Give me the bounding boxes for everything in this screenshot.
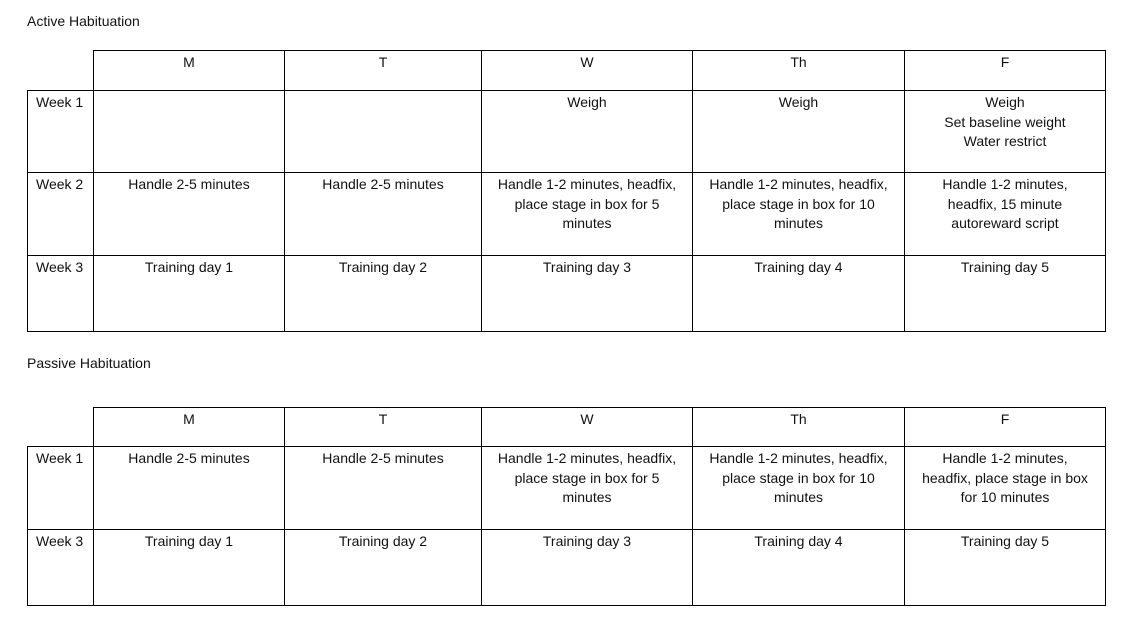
active-habituation-title: Active Habituation (27, 13, 140, 29)
week-label (27, 90, 93, 172)
cell-text-line: Week 3 (36, 259, 84, 275)
cell-text-line: Handle 1-2 minutes, headfix, (709, 450, 888, 466)
cell-text-line: Training day 1 (144, 259, 234, 275)
cell-text-line: W (580, 411, 594, 427)
schedule-cell (692, 446, 904, 529)
cell-text-line: Handle 2-5 minutes (322, 450, 444, 466)
cell-text-line: Training day 4 (754, 533, 843, 549)
schedule-cell (481, 172, 692, 255)
cell-text-line: minutes (773, 489, 824, 506)
cell-text-line: Week 1 (36, 450, 84, 466)
cell-text-line: M (183, 411, 195, 427)
schedule-cell (481, 255, 692, 332)
cell-text-line: F (1000, 411, 1010, 427)
cell-text-line: autoreward script (951, 215, 1059, 232)
cell-text-line: Handle 1-2 minutes, headfix, (497, 176, 677, 192)
week-label (27, 172, 93, 255)
cell-text-line: Water restrict (963, 133, 1047, 150)
cell-text-line: Handle 1-2 minutes, headfix, (497, 450, 677, 466)
schedule-cell (481, 529, 692, 606)
cell-text-line: Week 1 (36, 94, 84, 110)
cell-text-line: W (580, 54, 594, 70)
cell-text-line: headfix, 15 minute (947, 195, 1063, 212)
schedule-cell (692, 172, 904, 255)
cell-text-line: place stage in box for 5 (514, 469, 660, 486)
cell-text-line: M (183, 54, 195, 70)
schedule-cell (284, 255, 481, 332)
cell-text-line: minutes (773, 215, 824, 232)
day-header-th (692, 407, 904, 446)
day-header-t (284, 50, 481, 90)
cell-text-line: Weigh (985, 94, 1025, 110)
schedule-cell (904, 529, 1106, 606)
day-header-w (481, 407, 692, 446)
day-header-f (904, 50, 1106, 90)
cell-text-line: Training day 5 (960, 259, 1050, 275)
cell-text-line: F (1000, 54, 1010, 70)
cell-text-line: Handle 1-2 minutes, headfix, (709, 176, 888, 192)
schedule-cell (904, 446, 1106, 529)
cell-text-line: place stage in box for 5 (514, 195, 660, 212)
cell-text-line: Weigh (567, 94, 607, 110)
cell-text-line: T (378, 411, 388, 427)
schedule-cell (93, 172, 284, 255)
cell-text-line: minutes (562, 489, 612, 506)
day-header-t (284, 407, 481, 446)
schedule-cell (692, 529, 904, 606)
cell-text-line: Handle 2-5 minutes (128, 450, 250, 466)
schedule-cell (284, 446, 481, 529)
cell-text-line: Handle 1-2 minutes, (942, 450, 1068, 466)
cell-text-line: headfix, place stage in box (922, 469, 1088, 486)
schedule-cell (692, 255, 904, 332)
cell-text-line: Week 2 (36, 176, 84, 192)
cell-text-line: Training day 3 (542, 259, 632, 275)
cell-text-line: place stage in box for 10 (722, 469, 875, 486)
schedule-cell (284, 90, 481, 172)
cell-text-line: Handle 2-5 minutes (128, 176, 250, 192)
day-header-f (904, 407, 1106, 446)
cell-text-line: Weigh (778, 94, 819, 110)
schedule-cell (93, 529, 284, 606)
cell-text-line: Th (790, 54, 807, 70)
schedule-cell (284, 172, 481, 255)
cell-text-line: Week 3 (36, 533, 84, 549)
cell-text-line: Training day 4 (754, 259, 843, 275)
passive-habituation-title: Passive Habituation (27, 355, 151, 371)
cell-text-line: Training day 1 (144, 533, 234, 549)
schedule-cell (284, 529, 481, 606)
cell-text-line: Training day 2 (338, 259, 428, 275)
cell-text-line: T (378, 54, 388, 70)
schedule-cell (481, 90, 692, 172)
schedule-cell (93, 446, 284, 529)
cell-text-line: Handle 2-5 minutes (322, 176, 444, 192)
cell-text-line: Training day 5 (960, 533, 1050, 549)
cell-text-line: place stage in box for 10 (722, 195, 875, 212)
cell-text-line: Set baseline weight (944, 113, 1066, 130)
schedule-cell (93, 255, 284, 332)
schedule-cell (481, 446, 692, 529)
cell-text-line: Handle 1-2 minutes, (942, 176, 1068, 192)
day-header-m (93, 50, 284, 90)
day-header-th (692, 50, 904, 90)
week-label (27, 255, 93, 332)
schedule-cell (692, 90, 904, 172)
schedule-cell (904, 90, 1106, 172)
cell-text-line: Training day 3 (542, 533, 632, 549)
cell-text-line: for 10 minutes (960, 489, 1050, 506)
schedule-cell (93, 90, 284, 172)
schedule-cell (904, 172, 1106, 255)
cell-text-line: Th (790, 411, 807, 427)
week-label (27, 446, 93, 529)
day-header-w (481, 50, 692, 90)
schedule-cell (904, 255, 1106, 332)
cell-text-line: minutes (562, 215, 612, 232)
week-label (27, 529, 93, 606)
cell-text-line: Training day 2 (338, 533, 428, 549)
day-header-m (93, 407, 284, 446)
